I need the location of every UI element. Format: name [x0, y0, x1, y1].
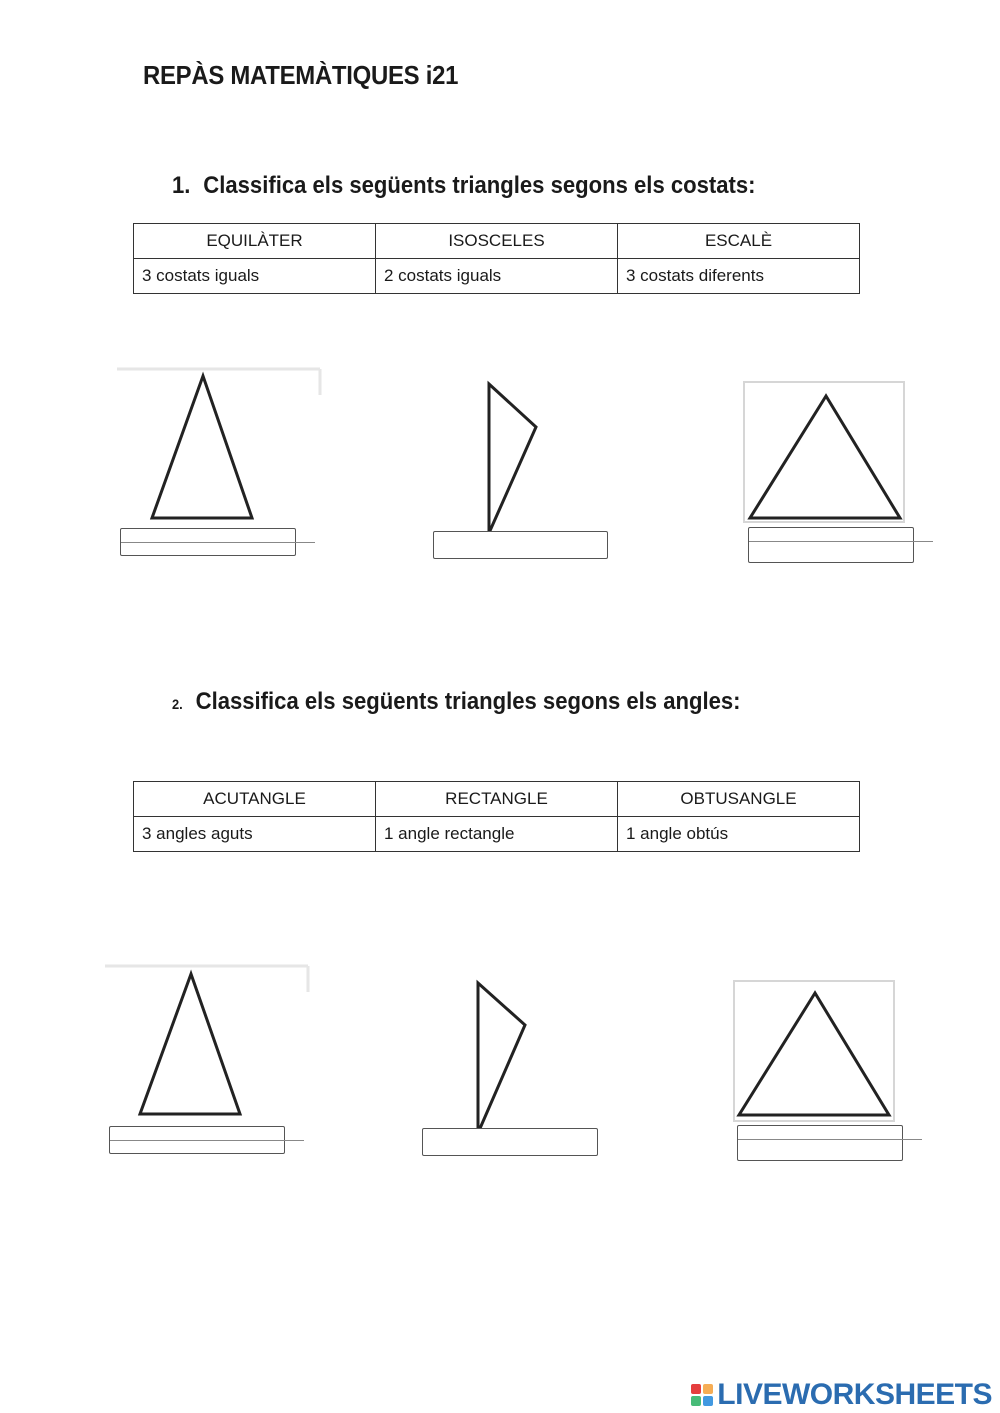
question-2-text: Classifica els següents triangles segons els angles:	[195, 688, 741, 715]
table-header-cell: ACUTANGLE	[134, 782, 376, 817]
table-cell: 1 angle rectangle	[376, 817, 618, 852]
table-cell: 3 costats iguals	[134, 259, 376, 294]
triangle-figure-2	[470, 375, 550, 540]
logo-square	[691, 1396, 701, 1406]
triangle-figure-6	[730, 977, 900, 1125]
question-1-text: Classifica els següents triangles segons els costats:	[203, 172, 756, 199]
answer-box-4[interactable]	[109, 1126, 285, 1154]
table-cell: 3 angles aguts	[134, 817, 376, 852]
page-title: REPÀS MATEMÀTIQUES i21	[143, 60, 459, 90]
table-cell: 2 costats iguals	[376, 259, 618, 294]
logo-square	[691, 1384, 701, 1394]
sides-reference-table	[133, 223, 860, 294]
answer-box-6[interactable]	[737, 1125, 903, 1161]
liveworksheets-logo	[691, 1378, 992, 1412]
answer-box-1[interactable]	[120, 528, 296, 556]
angles-reference-table	[133, 781, 860, 852]
answer-box-5[interactable]	[422, 1128, 598, 1156]
question-1-heading	[172, 172, 756, 200]
answer-box-2[interactable]	[433, 531, 608, 559]
question-1-number: 1.	[172, 172, 191, 199]
logo-mark-icon	[691, 1384, 713, 1406]
table-cell: 1 angle obtús	[618, 817, 860, 852]
triangle-figure-3	[740, 378, 910, 526]
question-2-number: 2.	[172, 696, 183, 712]
triangle-figure-4	[103, 962, 313, 1122]
logo-square	[703, 1396, 713, 1406]
table-header-cell: RECTANGLE	[376, 782, 618, 817]
table-cell: 3 costats diferents	[618, 259, 860, 294]
table-header-cell: ESCALÈ	[618, 224, 860, 259]
answer-box-3[interactable]	[748, 527, 914, 563]
triangle-figure-5	[459, 975, 539, 1140]
question-2-heading	[172, 688, 741, 716]
triangle-figure-1	[115, 365, 325, 525]
logo-text: LIVEWORKSHEETS	[717, 1378, 992, 1411]
logo-square	[703, 1384, 713, 1394]
table-header-cell: OBTUSANGLE	[618, 782, 860, 817]
table-header-cell: EQUILÀTER	[134, 224, 376, 259]
table-header-cell: ISOSCELES	[376, 224, 618, 259]
